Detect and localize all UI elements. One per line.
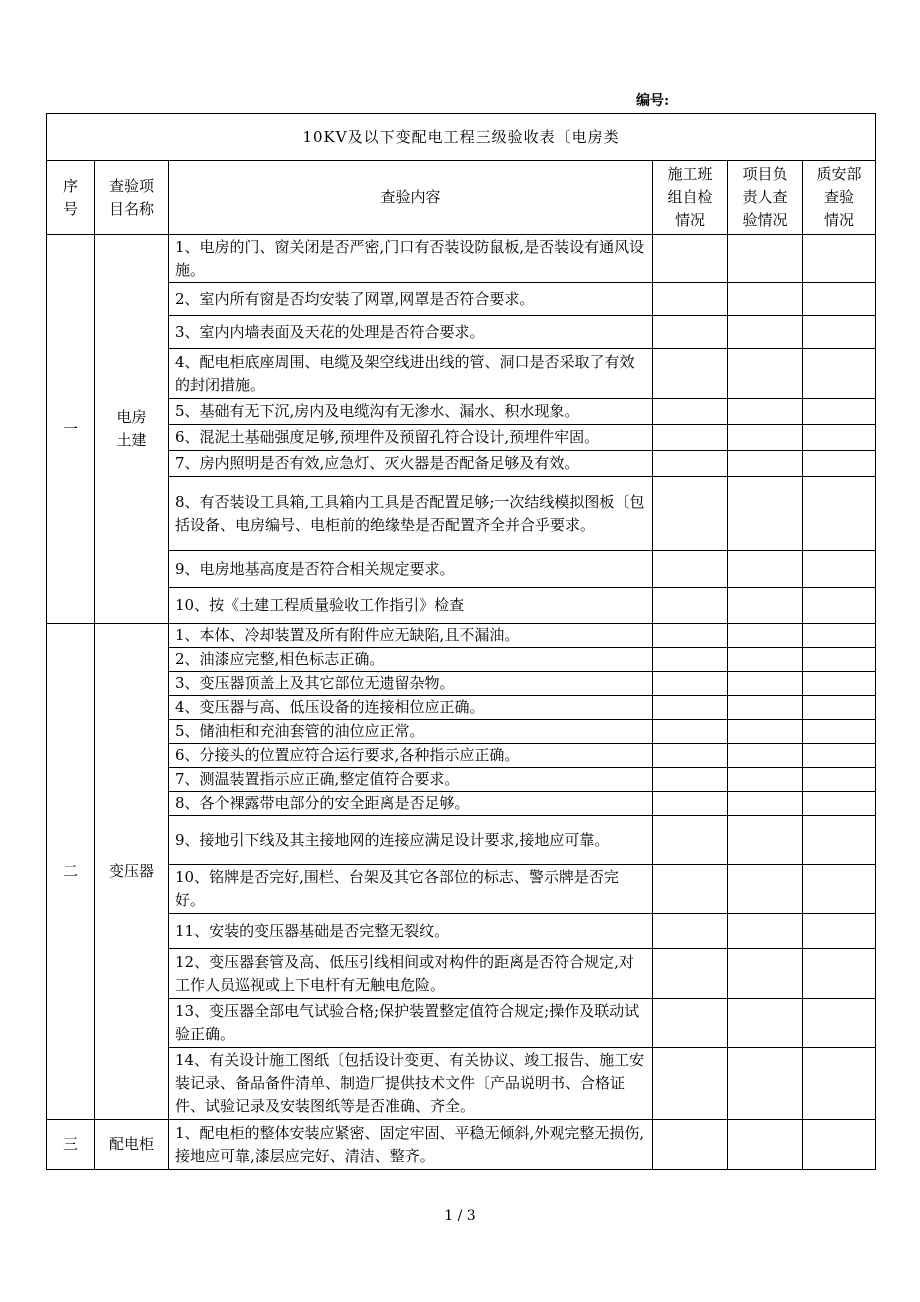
table-row bbox=[47, 720, 876, 744]
pm-check-cell[interactable] bbox=[728, 425, 803, 451]
qa-check-cell[interactable] bbox=[803, 349, 876, 399]
check-item: 1、电房的门、窗关闭是否严密,门口有否装设防鼠板,是否装设有通风设施。 bbox=[169, 235, 653, 283]
header-team-self-check: 施工班 组自检 情况 bbox=[653, 161, 728, 235]
table-row bbox=[47, 648, 876, 672]
header-qa-check: 质安部 查验 情况 bbox=[803, 161, 876, 235]
check-item: 7、测温装置指示应正确,整定值符合要求。 bbox=[169, 768, 653, 792]
team-self-check-cell[interactable] bbox=[653, 816, 728, 865]
check-item: 8、有否装设工具箱,工具箱内工具是否配置足够;一次结线模拟图板〔包括设备、电房编号、电柜前的绝缘垫是否配置齐全并合乎要求。 bbox=[169, 477, 653, 551]
team-self-check-cell[interactable] bbox=[653, 316, 728, 349]
check-item: 9、接地引下线及其主接地网的连接应满足设计要求,接地应可靠。 bbox=[169, 816, 653, 865]
team-self-check-cell[interactable] bbox=[653, 696, 728, 720]
qa-check-cell[interactable] bbox=[803, 425, 876, 451]
qa-check-cell[interactable] bbox=[803, 451, 876, 477]
table-row bbox=[47, 283, 876, 316]
qa-check-cell[interactable] bbox=[803, 477, 876, 551]
header-pm-check: 项目负 责人查 验情况 bbox=[728, 161, 803, 235]
table-row bbox=[47, 865, 876, 914]
pm-check-cell[interactable] bbox=[728, 949, 803, 999]
team-self-check-cell[interactable] bbox=[653, 283, 728, 316]
pm-check-cell[interactable] bbox=[728, 551, 803, 588]
check-item: 2、室内所有窗是否均安装了网罩,网罩是否符合要求。 bbox=[169, 283, 653, 316]
check-item: 7、房内照明是否有效,应急灯、灭火器是否配备足够及有效。 bbox=[169, 451, 653, 477]
qa-check-cell[interactable] bbox=[803, 624, 876, 648]
pm-check-cell[interactable] bbox=[728, 792, 803, 816]
table-row bbox=[47, 816, 876, 865]
table-row bbox=[47, 768, 876, 792]
table-row bbox=[47, 744, 876, 768]
table-row bbox=[47, 316, 876, 349]
team-self-check-cell[interactable] bbox=[653, 720, 728, 744]
pm-check-cell[interactable] bbox=[728, 999, 803, 1048]
header-content: 查验内容 bbox=[169, 161, 653, 235]
check-item: 3、室内内墙表面及天花的处理是否符合要求。 bbox=[169, 316, 653, 349]
check-item: 10、铭牌是否完好,围栏、台架及其它各部位的标志、警示牌是否完好。 bbox=[169, 865, 653, 914]
pm-check-cell[interactable] bbox=[728, 720, 803, 744]
pm-check-cell[interactable] bbox=[728, 316, 803, 349]
table-row bbox=[47, 914, 876, 949]
team-self-check-cell[interactable] bbox=[653, 624, 728, 648]
title-row bbox=[47, 114, 876, 161]
check-item: 4、配电柜底座周围、电缆及架空线进出线的管、洞口是否采取了有效的封闭措施。 bbox=[169, 349, 653, 399]
check-item: 10、按《土建工程质量验收工作指引》检查 bbox=[169, 588, 653, 624]
pm-check-cell[interactable] bbox=[728, 624, 803, 648]
qa-check-cell[interactable] bbox=[803, 399, 876, 425]
qa-check-cell[interactable] bbox=[803, 551, 876, 588]
pm-check-cell[interactable] bbox=[728, 349, 803, 399]
qa-check-cell[interactable] bbox=[803, 865, 876, 914]
team-self-check-cell[interactable] bbox=[653, 349, 728, 399]
pm-check-cell[interactable] bbox=[728, 744, 803, 768]
table-row bbox=[47, 792, 876, 816]
table-row bbox=[47, 1120, 876, 1170]
pm-check-cell[interactable] bbox=[728, 1048, 803, 1120]
qa-check-cell[interactable] bbox=[803, 792, 876, 816]
header-item-name: 查验项 目名称 bbox=[95, 161, 169, 235]
team-self-check-cell[interactable] bbox=[653, 451, 728, 477]
header-seq: 序 号 bbox=[47, 161, 95, 235]
table-row bbox=[47, 999, 876, 1048]
table-row bbox=[47, 399, 876, 425]
table-row bbox=[47, 696, 876, 720]
serial-number-label: 编号: bbox=[636, 93, 670, 109]
check-item: 6、混泥土基础强度足够,预埋件及预留孔符合设计,预埋件牢固。 bbox=[169, 425, 653, 451]
pm-check-cell[interactable] bbox=[728, 451, 803, 477]
table-row bbox=[47, 235, 876, 283]
team-self-check-cell[interactable] bbox=[653, 1120, 728, 1170]
qa-check-cell[interactable] bbox=[803, 283, 876, 316]
check-item: 1、配电柜的整体安装应紧密、固定牢固、平稳无倾斜,外观完整无损伤,接地应可靠,漆层应完好、清洁、整齐。 bbox=[169, 1120, 653, 1170]
pm-check-cell[interactable] bbox=[728, 696, 803, 720]
check-item: 2、油漆应完整,相色标志正确。 bbox=[169, 648, 653, 672]
team-self-check-cell[interactable] bbox=[653, 865, 728, 914]
qa-check-cell[interactable] bbox=[803, 720, 876, 744]
check-item: 3、变压器顶盖上及其它部位无遗留杂物。 bbox=[169, 672, 653, 696]
table-row bbox=[47, 477, 876, 551]
team-self-check-cell[interactable] bbox=[653, 672, 728, 696]
table-row bbox=[47, 1048, 876, 1120]
team-self-check-cell[interactable] bbox=[653, 425, 728, 451]
team-self-check-cell[interactable] bbox=[653, 399, 728, 425]
team-self-check-cell[interactable] bbox=[653, 999, 728, 1048]
section-name: 电房 土建 bbox=[95, 235, 169, 624]
team-self-check-cell[interactable] bbox=[653, 648, 728, 672]
table-row bbox=[47, 672, 876, 696]
qa-check-cell[interactable] bbox=[803, 816, 876, 865]
pm-check-cell[interactable] bbox=[728, 283, 803, 316]
team-self-check-cell[interactable] bbox=[653, 792, 728, 816]
inspection-table bbox=[46, 113, 876, 1170]
qa-check-cell[interactable] bbox=[803, 648, 876, 672]
table-row bbox=[47, 451, 876, 477]
team-self-check-cell[interactable] bbox=[653, 768, 728, 792]
check-item: 13、变压器全部电气试验合格;保护装置整定值符合规定;操作及联动试验正确。 bbox=[169, 999, 653, 1048]
pm-check-cell[interactable] bbox=[728, 914, 803, 949]
section-seq: 一 bbox=[47, 235, 95, 624]
qa-check-cell[interactable] bbox=[803, 588, 876, 624]
pm-check-cell[interactable] bbox=[728, 1120, 803, 1170]
check-item: 6、分接头的位置应符合运行要求,各种指示应正确。 bbox=[169, 744, 653, 768]
team-self-check-cell[interactable] bbox=[653, 235, 728, 283]
section-seq: 二 bbox=[47, 624, 95, 1120]
check-item: 11、安装的变压器基础是否完整无裂纹。 bbox=[169, 914, 653, 949]
page-number: 1 / 3 bbox=[444, 1208, 476, 1224]
team-self-check-cell[interactable] bbox=[653, 588, 728, 624]
team-self-check-cell[interactable] bbox=[653, 914, 728, 949]
header-row bbox=[47, 161, 876, 235]
qa-check-cell[interactable] bbox=[803, 1048, 876, 1120]
table-row bbox=[47, 551, 876, 588]
check-item: 5、基础有无下沉,房内及电缆沟有无渗水、漏水、积水现象。 bbox=[169, 399, 653, 425]
qa-check-cell[interactable] bbox=[803, 696, 876, 720]
check-item: 4、变压器与高、低压设备的连接相位应正确。 bbox=[169, 696, 653, 720]
section-name: 配电柜 bbox=[95, 1120, 169, 1170]
pm-check-cell[interactable] bbox=[728, 235, 803, 283]
table-row bbox=[47, 425, 876, 451]
qa-check-cell[interactable] bbox=[803, 914, 876, 949]
pm-check-cell[interactable] bbox=[728, 477, 803, 551]
pm-check-cell[interactable] bbox=[728, 865, 803, 914]
table-row bbox=[47, 624, 876, 648]
check-item: 12、变压器套管及高、低压引线相间或对构件的距离是否符合规定,对工作人员巡视或上下电杆有无触电危险。 bbox=[169, 949, 653, 999]
check-item: 9、电房地基高度是否符合相关规定要求。 bbox=[169, 551, 653, 588]
section-name: 变压器 bbox=[95, 624, 169, 1120]
qa-check-cell[interactable] bbox=[803, 768, 876, 792]
pm-check-cell[interactable] bbox=[728, 672, 803, 696]
table-row bbox=[47, 588, 876, 624]
qa-check-cell[interactable] bbox=[803, 1120, 876, 1170]
team-self-check-cell[interactable] bbox=[653, 744, 728, 768]
check-item: 5、储油柜和充油套管的油位应正常。 bbox=[169, 720, 653, 744]
table-title: 10KV及以下变配电工程三级验收表〔电房类 bbox=[47, 114, 876, 161]
qa-check-cell[interactable] bbox=[803, 999, 876, 1048]
pm-check-cell[interactable] bbox=[728, 399, 803, 425]
check-item: 8、各个裸露带电部分的安全距离是否足够。 bbox=[169, 792, 653, 816]
qa-check-cell[interactable] bbox=[803, 672, 876, 696]
team-self-check-cell[interactable] bbox=[653, 551, 728, 588]
pm-check-cell[interactable] bbox=[728, 768, 803, 792]
team-self-check-cell[interactable] bbox=[653, 477, 728, 551]
pm-check-cell[interactable] bbox=[728, 816, 803, 865]
qa-check-cell[interactable] bbox=[803, 316, 876, 349]
qa-check-cell[interactable] bbox=[803, 235, 876, 283]
team-self-check-cell[interactable] bbox=[653, 1048, 728, 1120]
section-seq: 三 bbox=[47, 1120, 95, 1170]
qa-check-cell[interactable] bbox=[803, 744, 876, 768]
qa-check-cell[interactable] bbox=[803, 949, 876, 999]
pm-check-cell[interactable] bbox=[728, 648, 803, 672]
pm-check-cell[interactable] bbox=[728, 588, 803, 624]
check-item: 14、有关设计施工图纸〔包括设计变更、有关协议、竣工报告、施工安装记录、备品备件清单、制造厂提供技术文件〔产品说明书、合格证件、试验记录及安装图纸等是否准确、齐全。 bbox=[169, 1048, 653, 1120]
check-item: 1、本体、冷却装置及所有附件应无缺陷,且不漏油。 bbox=[169, 624, 653, 648]
table-row bbox=[47, 349, 876, 399]
team-self-check-cell[interactable] bbox=[653, 949, 728, 999]
table-row bbox=[47, 949, 876, 999]
